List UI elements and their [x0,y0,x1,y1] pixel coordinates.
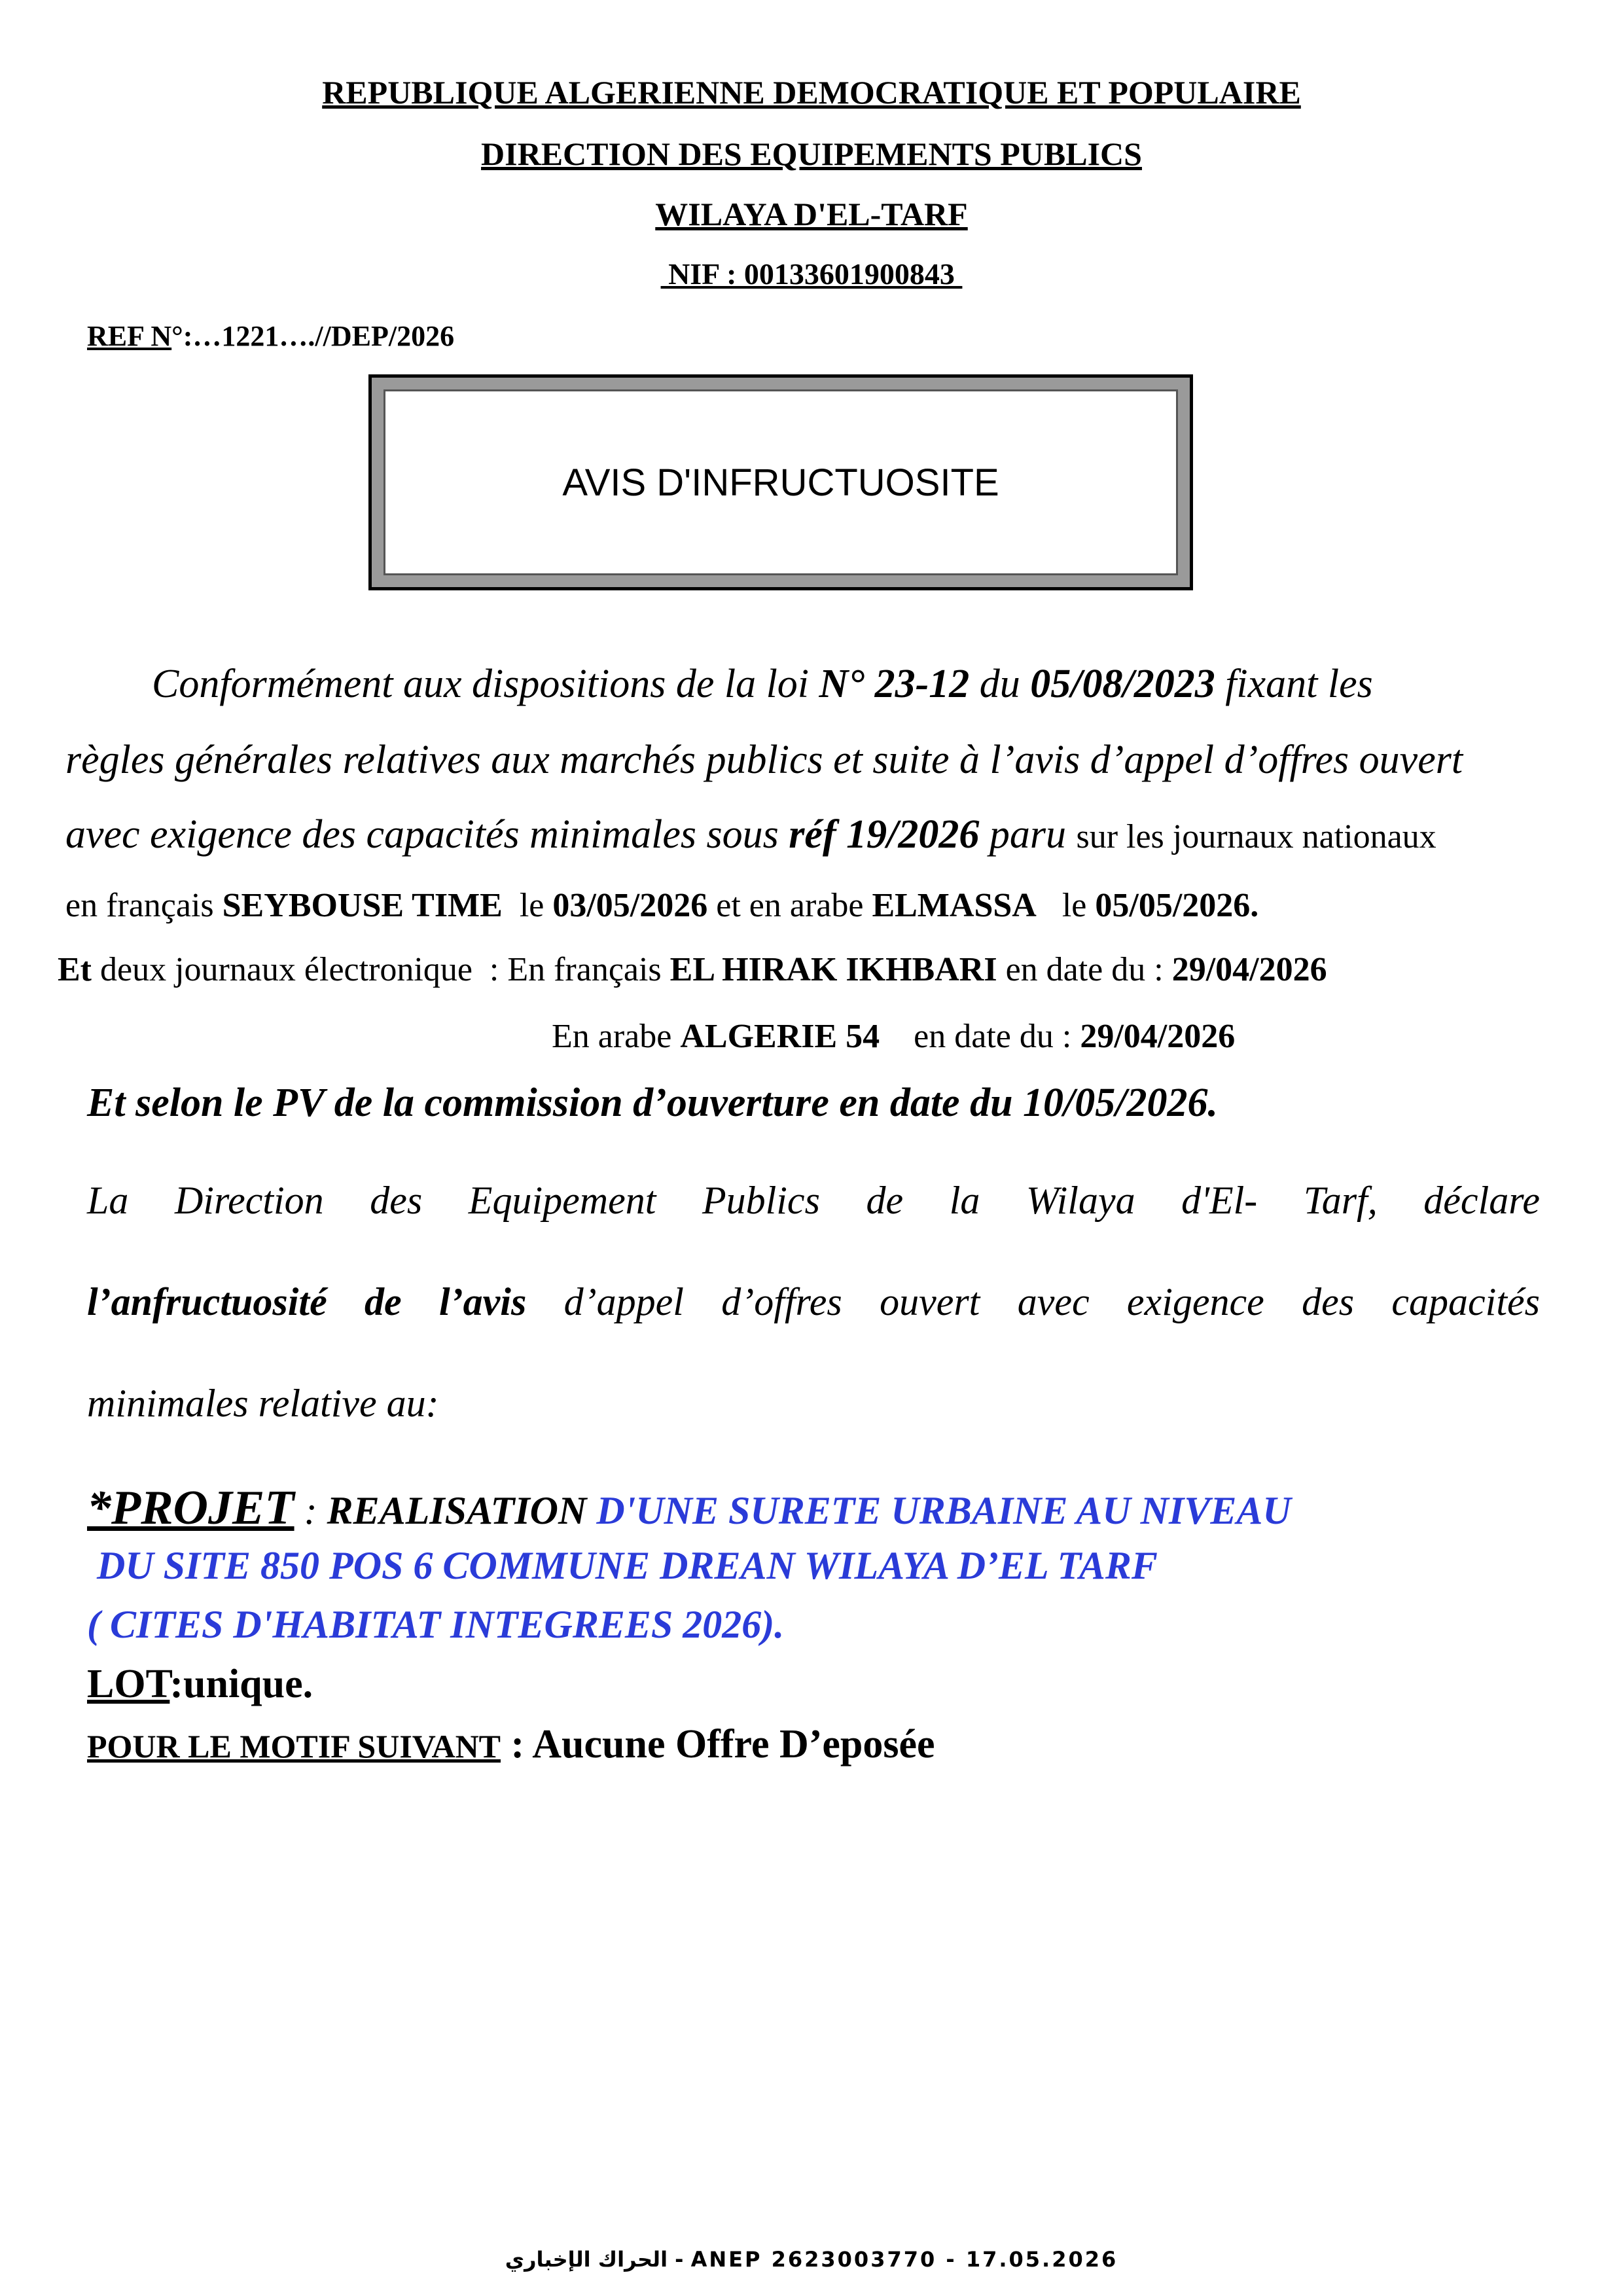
header-direction: DIRECTION DES EQUIPEMENTS PUBLICS [481,135,1142,172]
declaration-line-1: La Direction des Equipement Publics de la Wilaya d'El- Tarf, déclare [87,1179,1540,1222]
projet-line-2: DU SITE 850 POS 6 COMMUNE DREAN WILAYA D’EL TARF [87,1544,1158,1587]
footer-publication: الحراك الإخباري - ANEP 2623003770 - 17.05.2026 [505,2247,1118,2272]
declaration-line-3: minimales relative au: [87,1382,439,1425]
projet-line-1: *PROJET : REALISATION D'UNE SURETE URBAINE AU NIVEAU [87,1481,1291,1535]
intro-line-2: règles générales relatives aux marchés publics et suite à l’avis d’appel d’offres ouvert [65,738,1463,782]
header-nif: NIF : 00133601900843 [660,257,963,291]
intro-line-3: avec exigence des capacités minimales sous réf 19/2026 paru sur les journaux nationaux [65,812,1436,857]
intro-line-1: Conformément aux dispositions de la loi N° 23-12 du 05/08/2023 fixant les [152,662,1373,706]
lot-line: LOT:unique. [87,1662,313,1706]
header-republic: REPUBLIQUE ALGERIENNE DEMOCRATIQUE ET POPULAIRE [322,74,1301,111]
title-box [368,374,1193,590]
reference-number: REF N°:…1221….//DEP/2026 [87,320,455,352]
intro-line-6: En arabe ALGERIE 54 en date du : 29/04/2026 [552,1018,1236,1055]
document-title: AVIS D'INFRUCTUOSITE [562,461,999,504]
pv-line: Et selon le PV de la commission d’ouverture en date du 10/05/2026. [87,1081,1219,1125]
projet-line-3: ( CITES D'HABITAT INTEGREES 2026). [87,1603,785,1646]
header-wilaya: WILAYA D'EL-TARF [655,196,968,232]
declaration-line-2: l’anfructuosité de l’avis d’appel d’offres ouvert avec exigence des capacités [87,1280,1540,1323]
motif-line: POUR LE MOTIF SUIVANT : Aucune Offre D’eposée [87,1722,935,1767]
intro-line-5: Et deux journaux électronique : En français EL HIRAK IKHBARI en date du : 29/04/2026 [58,951,1327,988]
intro-line-4: en français SEYBOUSE TIME le 03/05/2026 et en arabe ELMASSA le 05/05/2026. [65,887,1259,924]
